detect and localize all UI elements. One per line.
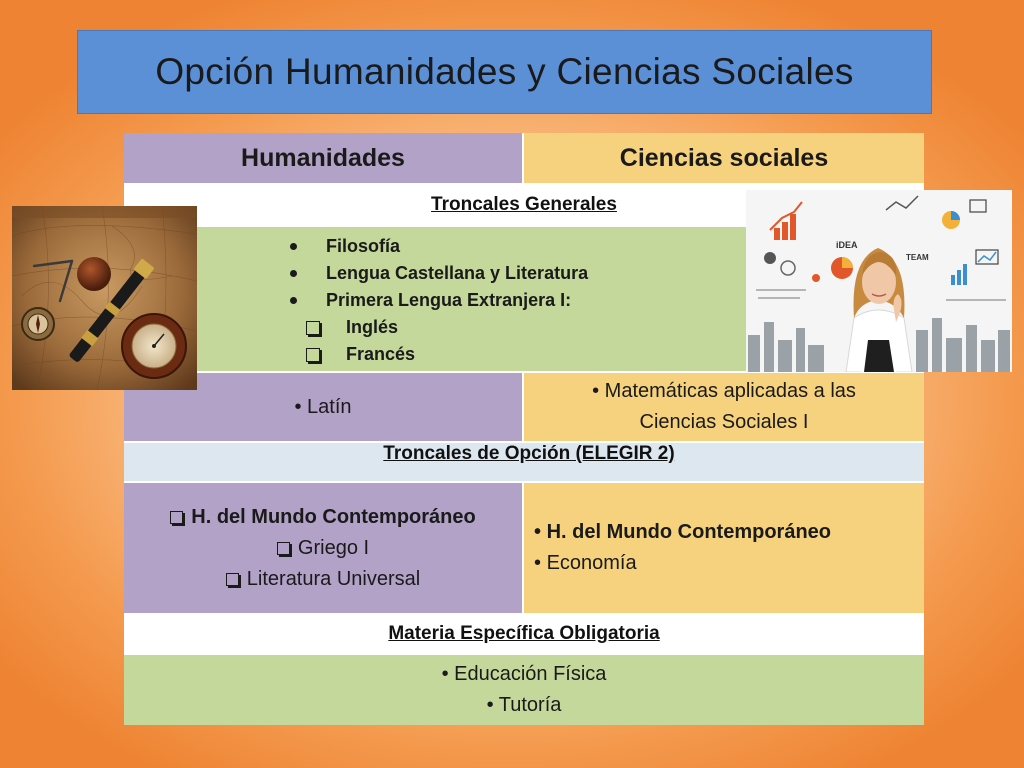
specific-subjects-row — [124, 373, 924, 443]
list-item: H. del Mundo Contemporáneo — [170, 502, 475, 533]
list-item: Literatura Universal — [226, 564, 420, 595]
troncales-opcion-heading: Troncales de Opción (ELEGIR 2) — [383, 443, 675, 464]
especifica-subjects-cell — [124, 655, 924, 725]
checkbox-icon — [277, 542, 290, 555]
checkbox-icon — [306, 321, 320, 335]
ciencias-subject-cell: • Matemáticas aplicadas a las Ciencias Sociales I — [524, 373, 924, 441]
especifica-subjects-row — [124, 655, 924, 725]
math-subject-line2: Ciencias Sociales I — [639, 411, 809, 433]
idea-label: iDEA — [836, 240, 858, 250]
list-item: Griego I — [277, 533, 369, 564]
business-woman-image — [746, 190, 1012, 372]
checkbox-icon — [226, 573, 239, 586]
list-item: Inglés — [284, 314, 588, 341]
header-ciencias-sociales: Ciencias sociales — [524, 133, 924, 183]
woman-business-icons-icon — [746, 190, 1012, 372]
materia-especifica-heading: Materia Específica Obligatoria — [388, 623, 660, 644]
troncales-generales-heading: Troncales Generales — [431, 194, 617, 215]
title-bar — [77, 30, 932, 114]
option-subjects-row — [124, 483, 924, 615]
bullet-icon — [290, 270, 297, 277]
map-compass-telescope-icon — [12, 206, 197, 390]
list-item: • Economía — [534, 552, 637, 574]
latin-subject: Latín — [307, 395, 352, 418]
humanidades-subject-cell: • Latín — [124, 373, 524, 441]
header-row — [124, 133, 924, 185]
bullet-icon — [290, 243, 297, 250]
slide-title: Opción Humanidades y Ciencias Sociales — [155, 51, 854, 92]
math-subject-line1: Matemáticas aplicadas a las — [604, 380, 856, 402]
list-item: • Educación Física — [441, 663, 607, 685]
list-item: Primera Lengua Extranjera I: — [284, 287, 588, 314]
checkbox-icon — [170, 511, 183, 524]
list-item: • Tutoría — [486, 694, 562, 716]
antique-map-image — [12, 206, 197, 390]
list-item: • H. del Mundo Contemporáneo — [534, 521, 831, 543]
checkbox-icon — [306, 348, 320, 362]
list-item: Lengua Castellana y Literatura — [284, 260, 588, 287]
materia-especifica-row — [124, 615, 924, 655]
header-humanidades: Humanidades — [124, 133, 524, 183]
troncales-opcion-row — [124, 443, 924, 483]
team-label: TEAM — [906, 253, 929, 262]
list-item: Filosofía — [284, 233, 588, 260]
list-item: Francés — [284, 341, 588, 368]
ciencias-options-cell — [524, 483, 924, 613]
bullet-icon — [290, 297, 297, 304]
humanidades-options-cell — [124, 483, 524, 613]
